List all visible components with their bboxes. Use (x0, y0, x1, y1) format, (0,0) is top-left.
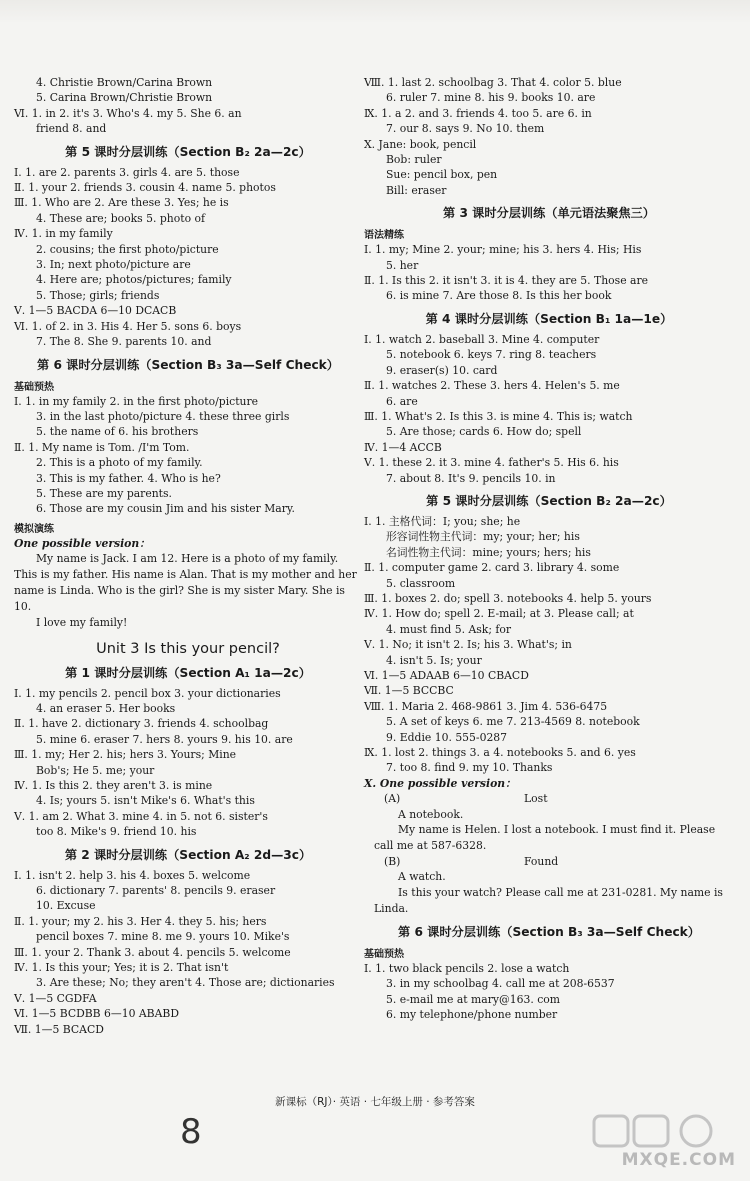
answer-line: Ⅷ. 1. Maria 2. 468-9861 3. Jim 4. 536-6475 (364, 699, 608, 713)
page-number: 8 (180, 1112, 202, 1152)
answer-line: Ⅳ. 1. in my family (14, 227, 113, 241)
answer-line: Ⅶ. 1—5 BCCBC (364, 684, 454, 698)
answer-line: 3. This is my father. 4. Who is he? (36, 471, 221, 485)
sub-heading: 模拟演练 (14, 523, 54, 535)
answer-line: Ⅴ. 1. these 2. it 3. mine 4. father's 5. His 6. his (364, 456, 619, 470)
answer-line: 5. her (386, 258, 419, 272)
answer-line: Ⅲ. 1. Who are 2. Are these 3. Yes; he is (14, 196, 229, 210)
answer-line: Ⅲ. 1. my; Her 2. his; hers 3. Yours; Mine (14, 748, 237, 762)
answer-line: Ⅰ. 1. are 2. parents 3. girls 4. are 5. those (14, 165, 240, 179)
answer-line: Ⅱ. 1. My name is Tom. /I'm Tom. (14, 440, 190, 454)
answer-line: 4. These are; books 5. photo of (36, 211, 205, 225)
answer-line: Ⅸ. 1. a 2. and 3. friends 4. too 5. are 6. in (364, 106, 592, 120)
sub-heading: 语法精练 (364, 230, 404, 242)
answer-line: Ⅱ. 1. your; my 2. his 3. Her 4. they 5. his; hers (14, 914, 267, 928)
answer-line: 4. Christie Brown/Carina Brown (36, 76, 213, 89)
answer-line: Ⅰ. 1. in my family 2. in the first photo/picture (14, 394, 259, 408)
answer-line: 9. Eddie 10. 555-0287 (386, 730, 508, 744)
answer-line: Ⅸ. 1. lost 2. things 3. a 4. notebooks 5. and 6. yes (364, 746, 636, 760)
answer-line: Ⅳ. 1—4 ACCB (364, 440, 442, 454)
answer-line: 4. must find 5. Ask; for (386, 622, 512, 636)
answer-line: Ⅰ. 1. isn't 2. help 3. his 4. boxes 5. welcome (14, 868, 251, 882)
section-heading: 第 5 课时分层训练（Section B₂ 2a—2c） (65, 144, 311, 159)
answer-line: Ⅴ. 1. No; it isn't 2. Is; his 3. What's; in (364, 638, 572, 652)
answer-line: 5. classroom (386, 576, 456, 590)
answer-line: Ⅲ. 1. your 2. Thank 3. about 4. pencils 5. welcome (14, 945, 291, 959)
section-heading: 第 4 课时分层训练（Section B₁ 1a—1e） (425, 311, 673, 326)
answer-line: Ⅷ. 1. last 2. schoolbag 3. That 4. color 5. blue (364, 76, 622, 89)
answer-line: 名词性物主代词：mine; yours; hers; his (386, 545, 591, 559)
answer-line: 形容词性物主代词：my; your; her; his (386, 530, 580, 544)
answer-line: Ⅶ. 1—5 BCACD (14, 1022, 104, 1036)
page-footer: 新课标（RJ）· 英语 · 七年级上册 · 参考答案 (275, 1096, 475, 1108)
answer-line: Ⅱ. 1. Is this 2. it isn't 3. it is 4. they are 5. Those are (364, 274, 649, 288)
notice-paragraph: My name is Helen. I lost a notebook. I must find it. Please call me at 587-6328. (374, 823, 716, 853)
answer-line: 5. the name of 6. his brothers (36, 425, 199, 439)
answer-line: Ⅴ. 1—5 CGDFA (14, 991, 97, 1005)
left-column (14, 75, 362, 1037)
answer-line: 7. our 8. says 9. No 10. them (386, 122, 545, 136)
watermark-text: MXQE.COM (621, 1150, 736, 1170)
section-heading: 第 2 课时分层训练（Section A₂ 2d—3c） (64, 847, 312, 862)
answer-line: Ⅱ. 1. have 2. dictionary 3. friends 4. schoolbag (14, 717, 269, 731)
section-heading: 第 3 课时分层训练（单元语法聚焦三） (443, 206, 655, 221)
possible-version-label: Ⅹ. One possible version： (364, 776, 516, 790)
sub-heading: 基础预热 (364, 948, 404, 960)
section-heading: 第 5 课时分层训练（Section B₂ 2a—2c） (426, 493, 672, 508)
answer-line: Ⅵ. 1. in 2. it's 3. Who's 4. my 5. She 6. an (14, 106, 242, 120)
answer-line: 10. Excuse (36, 899, 96, 913)
section-heading: 第 1 课时分层训练（Section A₁ 1a—2c） (65, 665, 311, 680)
scan-top-edge (0, 0, 750, 24)
answer-line: Ⅴ. 1—5 BACDA 6—10 DCACB (14, 304, 177, 318)
answer-line: 4. Is; yours 5. isn't Mike's 6. What's this (36, 794, 255, 808)
notice-label: (B) (384, 855, 401, 869)
answer-line: pencil boxes 7. mine 8. me 9. yours 10. Mike's (36, 930, 290, 944)
section-heading: 第 6 课时分层训练（Section B₃ 3a—Self Check） (37, 357, 339, 372)
answer-line: 4. an eraser 5. Her books (36, 701, 176, 715)
answer-line: friend 8. and (36, 122, 107, 136)
answer-line: 5. Those; girls; friends (36, 288, 160, 302)
answer-line: Bill: eraser (386, 183, 447, 197)
answer-line: 9. eraser(s) 10. card (386, 363, 498, 377)
notice-title: Found (524, 855, 559, 869)
answer-line: 7. about 8. It's 9. pencils 10. in (386, 471, 556, 485)
answer-line: 3. in my schoolbag 4. call me at 208-6537 (386, 977, 615, 991)
answer-line: Ⅱ. 1. watches 2. These 3. hers 4. Helen's 5. me (364, 379, 620, 393)
notice-paragraph: Is this your watch? Please call me at 231-0281. My name is Linda. (374, 885, 723, 915)
answer-line: I love my family! (36, 616, 128, 630)
answer-line: Bob: ruler (386, 153, 442, 167)
answer-line: 5. mine 6. eraser 7. hers 8. yours 9. his 10. are (36, 732, 293, 746)
answer-line: Ⅵ. 1. of 2. in 3. His 4. Her 5. sons 6. boys (14, 319, 242, 333)
answer-line: Ⅳ. 1. How do; spell 2. E-mail; at 3. Please call; at (364, 607, 634, 621)
answer-line: 6. Those are my cousin Jim and his sister Mary. (36, 502, 295, 516)
right-column (364, 75, 734, 1023)
answer-line: Bob's; He 5. me; your (36, 763, 155, 777)
answer-line: Ⅱ. 1. your 2. friends 3. cousin 4. name 5. photos (14, 181, 276, 195)
answer-line: 2. This is a photo of my family. (36, 456, 203, 470)
answer-line: 3. In; next photo/picture are (36, 258, 191, 272)
answer-line: Ⅹ. Jane: book, pencil (364, 137, 477, 151)
answer-line: 6. ruler 7. mine 8. his 9. books 10. are (386, 91, 596, 105)
answer-line: Ⅰ. 1. 主格代词：I; you; she; he (364, 514, 521, 528)
answer-line: 7. The 8. She 9. parents 10. and (36, 335, 212, 349)
answer-line: 6. my telephone/phone number (386, 1008, 558, 1022)
answer-line: Ⅳ. 1. Is this 2. they aren't 3. is mine (14, 779, 213, 792)
notice-label: (A) (384, 792, 401, 806)
essay-paragraph: My name is Jack. I am 12. Here is a photo of my family. This is my father. His name is Alan. That is my mother and her name is Linda. Who is the girl? She is my sister Mary. She is 10. (14, 552, 357, 614)
answer-line: Ⅰ. 1. two black pencils 2. lose a watch (364, 961, 570, 975)
answer-line: 4. Here are; photos/pictures; family (36, 273, 232, 287)
unit-title: Unit 3 Is this your pencil? (96, 640, 280, 657)
answer-line: A notebook. (398, 807, 464, 821)
answer-line: Sue: pencil box, pen (386, 168, 498, 182)
answer-line: Ⅱ. 1. computer game 2. card 3. library 4. some (364, 561, 620, 575)
answer-line: 2. cousins; the first photo/picture (36, 242, 219, 256)
answer-line: Ⅴ. 1. am 2. What 3. mine 4. in 5. not 6. sister's (14, 809, 268, 823)
answer-line: Ⅰ. 1. watch 2. baseball 3. Mine 4. computer (364, 332, 600, 346)
answer-line: 6. dictionary 7. parents' 8. pencils 9. eraser (36, 884, 276, 898)
answer-line: 5. A set of keys 6. me 7. 213-4569 8. notebook (386, 715, 640, 729)
notice-header-row (364, 854, 734, 869)
answer-line: 5. Are those; cards 6. How do; spell (386, 425, 582, 439)
answer-line: 6. is mine 7. Are those 8. Is this her book (386, 289, 612, 303)
possible-version-label: One possible version： (14, 536, 151, 550)
answer-line: 3. in the last photo/picture 4. these three girls (36, 409, 290, 423)
sub-heading: 基础预热 (14, 381, 54, 393)
answer-line: Ⅲ. 1. boxes 2. do; spell 3. notebooks 4. help 5. yours (364, 591, 652, 605)
answer-line: 5. notebook 6. keys 7. ring 8. teachers (386, 348, 597, 362)
answer-line: 3. Are these; No; they aren't 4. Those are; dictionaries (36, 976, 335, 990)
answer-line: Ⅲ. 1. What's 2. Is this 3. is mine 4. This is; watch (364, 409, 633, 423)
answer-line: Ⅰ. 1. my pencils 2. pencil box 3. your dictionaries (14, 686, 281, 700)
answer-line: A watch. (398, 870, 446, 884)
answer-line: too 8. Mike's 9. friend 10. his (36, 825, 197, 839)
answer-line: Ⅵ. 1—5 ADAAB 6—10 CBACD (364, 669, 529, 682)
answer-line: 5. Carina Brown/Christie Brown (36, 91, 213, 105)
answer-line: 5. e-mail me at mary@163. com (386, 992, 561, 1006)
answer-line: 4. isn't 5. Is; your (386, 653, 482, 667)
answer-line: Ⅰ. 1. my; Mine 2. your; mine; his 3. hers 4. His; His (364, 243, 642, 257)
answer-line: 5. These are my parents. (36, 486, 172, 500)
notice-header-row (364, 791, 734, 806)
answer-line: 6. are (386, 394, 418, 408)
answer-line: Ⅵ. 1—5 BCDBB 6—10 ABABD (14, 1007, 180, 1021)
answer-line: 7. too 8. find 9. my 10. Thanks (386, 761, 553, 775)
answer-line: Ⅳ. 1. Is this your; Yes; it is 2. That isn't (14, 961, 229, 975)
section-heading: 第 6 课时分层训练（Section B₃ 3a—Self Check） (398, 924, 700, 939)
notice-title: Lost (524, 792, 548, 806)
